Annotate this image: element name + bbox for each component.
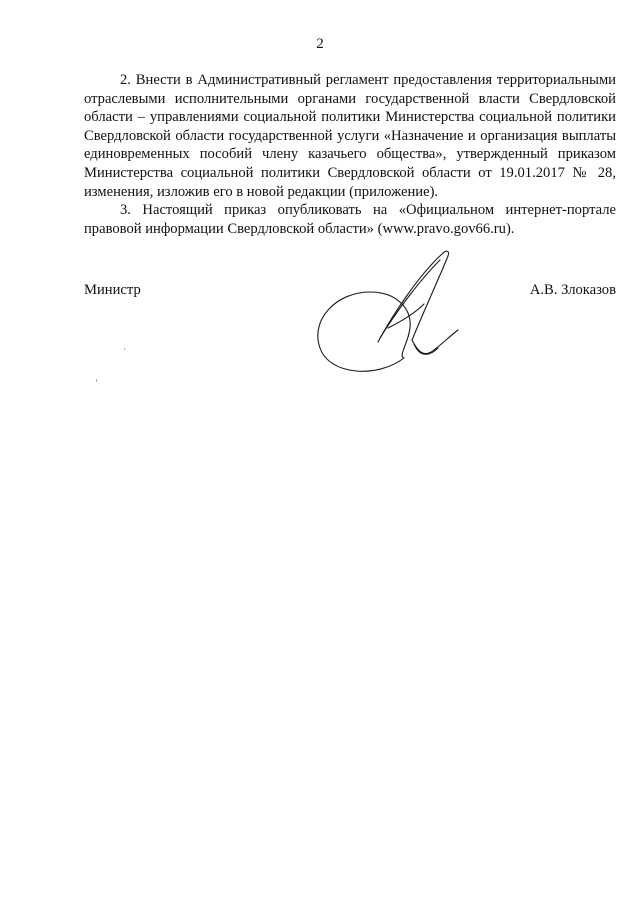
paragraph-amendment: 2. Внести в Административный регламент предоставления территориальными отраслевыми исполнительными органами государственной власти Свердловской области – управлениями социальной политики Министерства социальной политики Свердловской области государственной услуги «Назначение и организация выплаты единовременных пособий члену казачьего общества», утвержденный приказом Министерства социальной политики Свердловской области от 19.01.2017 № 28, изменения, изложив его в новой редакции (приложение). bbox=[84, 72, 616, 200]
signatory-name: А.В. Злоказов bbox=[529, 282, 616, 298]
scan-speck bbox=[96, 379, 97, 382]
paragraph-publication: 3. Настоящий приказ опубликовать на «Официальном интернет-портале правовой информации Свердловской области» (www.pravo.gov66.ru). bbox=[84, 202, 616, 237]
handwritten-signature bbox=[300, 236, 470, 386]
scan-speck bbox=[124, 348, 125, 350]
document-body bbox=[84, 71, 616, 238]
signatory-title: Министр bbox=[84, 282, 141, 298]
page-number: 2 bbox=[316, 36, 324, 52]
